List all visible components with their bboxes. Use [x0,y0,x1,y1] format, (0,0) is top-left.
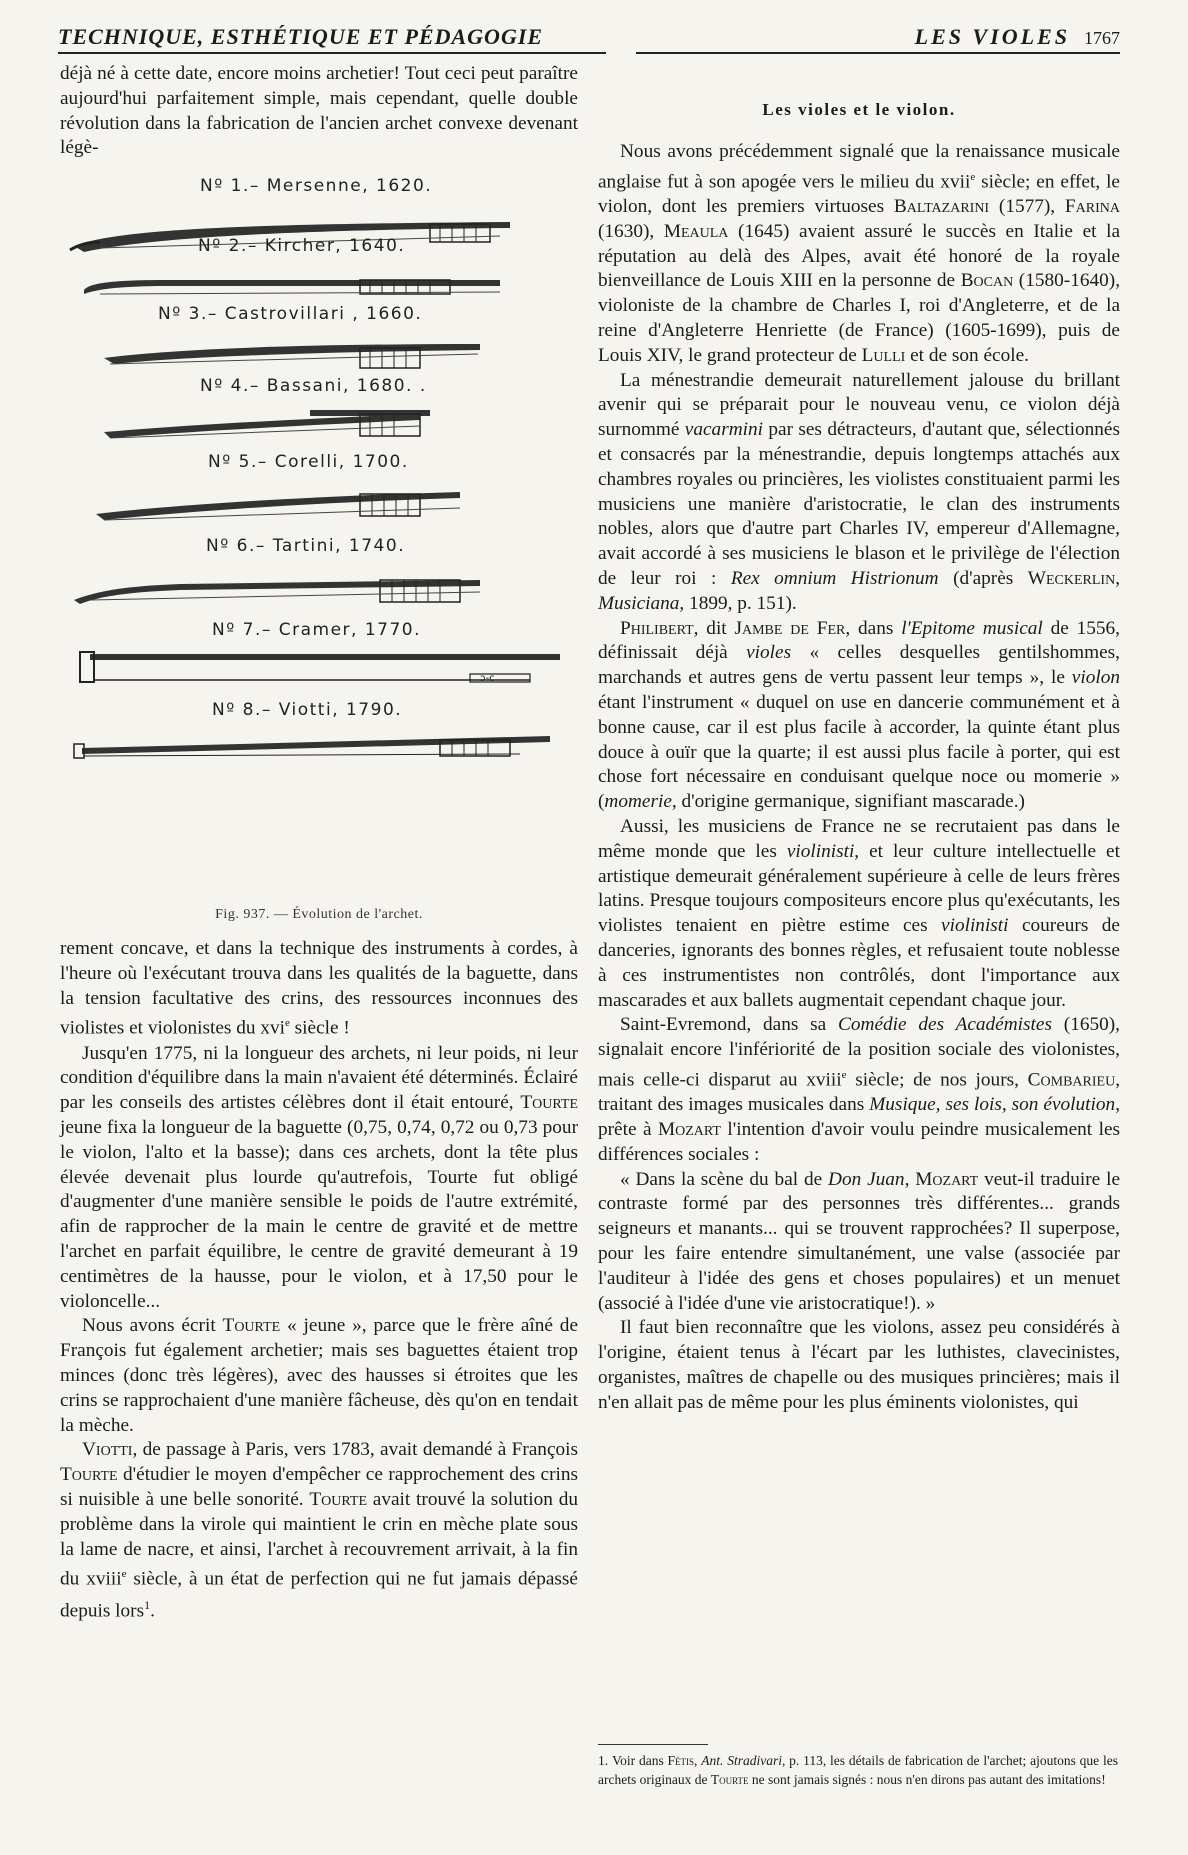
r1-a: Nous avons précédemment signalé que la renaissance musicale anglaise fut à son apogée vers le milieu du xvii [598,141,1120,193]
name-jambe-de-fer: Jambe de Fer [734,617,846,639]
left-p2-end: siècle ! [289,1017,350,1039]
left-column [60,62,578,161]
left-p2-sup: e [284,1017,290,1030]
r1-e: (1645) avaient assuré le succès en Italie et la réputation au delà des Alpes, avait été honoré de la royale bienveillance de Louis XIII en la personne de [598,220,1121,292]
header-right-title [915,24,1120,50]
left-p5-sup: e [121,1568,127,1581]
left-paragraph-2 [60,937,578,1042]
r5-sup: e [841,1068,847,1081]
left-p5-c: avait trouvé la solution du problème dans la virole qui maintient le crin en mèche plate sous la lame de nacre, et ainsi, l'archet à recouvrement arrivait, à la fin du xviii [60,1488,578,1590]
r5-f: l'intention d'avoir voulu peindre musicalement les différences sociales : [598,1118,1120,1165]
fn-d: ne sont jamais signés : nous n'en dirons pas autant des imitations! [748,1771,1106,1787]
r1-c: (1577), [989,196,1065,218]
left-column-continued [60,937,578,1624]
r3-epitome: l'Epitome musical [901,617,1043,639]
section-title: Les violes et le violon. [762,100,956,119]
right-paragraph-1 [598,140,1120,369]
name-viotti: Viotti [82,1439,133,1461]
r1-f: (1580-1640), violoniste de la chambre de Charles I, roi d'Angleterre, et de la reine d'Angleterre Henriette (de France) (1605-1699), puis de Louis XIV, le grand protecteur de [598,270,1121,366]
r4-c: coureurs de danceries, ignorants des bonnes règles, et refusaient toute noblesse à ces instrumentistes non contrôlés, dont l'importance aux mascarades et aux ballets augmentait cependant chaque jour. [598,915,1120,1011]
bow-illustration-5 [60,484,578,524]
fn-stradivari: Ant. Stradivari [701,1753,782,1768]
r2-b: par ses détracteurs, d'autant que, sélectionnés et consacrés par la ménestrandie, depuis longtemps attachés aux chambres royales ou princières, les violistes constituaient parmi les musiciens une manière d'aristocratie, le clan des instruments nobles, alors que d'autre part Charles IV, empereur d'Allemagne, avait accordé à ses musiciens le blason et le privilège de l'élection de leur roi : [598,419,1120,589]
r1-b: siècle; en effet, le violon, dont les premiers virtuoses [598,171,1120,218]
r3-f: , d'origine germanique, signifiant mascarade.) [671,791,1025,813]
name-tourte-2: Tourte [222,1315,281,1337]
right-paragraph-6 [598,1168,1120,1317]
left-paragraph-4 [60,1314,578,1438]
name-tourte-fn: Tourte [710,1771,749,1787]
right-paragraph-3 [598,617,1120,815]
fn-a: Voir dans [612,1753,668,1768]
header-left-title: TECHNIQUE, ESTHÉTIQUE ET PÉDAGOGIE [58,24,544,49]
r2-c: (d'après [938,567,1028,589]
page-number: 1767 [1084,28,1120,48]
r5-musique-lois: Musique, ses lois, son évolution [869,1094,1116,1116]
left-p3-b: jeune fixa la longueur de la baguette (0,75, 0,74, 0,72 ou 0,73 pour le violon, l'alto et la basse); dans ces archets, dont la tête plus élevée devenait plus lourde qu'autrefois, Tourte fut obligé d'augmenter d'une manière sensible le poids de l'autre extrémité, afin de rapprocher de la main le centre de gravité et de mettre l'archet en parfait équilibre, le centre de gravité demeurant à 19 centimètres de la hausse, pour le violon, et à 17,50 pour le violoncelle... [60,1117,578,1312]
r6-a: « Dans la scène du bal de [620,1168,829,1190]
left-paragraph-1: déjà né à cette date, encore moins archetier! Tout ceci peut paraître aujourd'hui parfaitement simple, mais cependant, quelle double révolution dans la fabrication de l'ancien archet convexe devenant légè- [60,63,578,159]
r5-comedie: Comédie des Académistes [838,1014,1052,1036]
fn-c: , p. 113, les détails de fabrication de l'archet; ajoutons que les archets originaux de [598,1753,1118,1787]
r2-a: La ménestrandie demeurait naturellement jalouse du brillant avenir qui se préparait pour le nouveau venu, ce violon déjà surnommé [598,369,1120,441]
footnote-rule [598,1744,708,1745]
figure-caption: Fig. 937. — Évolution de l'archet. [215,907,423,922]
r1-sup: e [970,170,976,183]
name-tourte-4: Tourte [309,1488,368,1510]
r6-don-juan: Don Juan [828,1168,905,1190]
name-fetis: Fétis [667,1753,695,1768]
right-column [598,140,1120,1415]
r3-b: , dans [845,617,902,639]
figure-label-5: Nº 5.– Corelli, 1700. [208,452,409,472]
name-tourte-1: Tourte [520,1092,578,1114]
r3-violon: violon [1071,667,1120,689]
name-tourte-3: Tourte [60,1464,118,1486]
r6-b: , [904,1168,916,1190]
left-paragraph-5 [60,1438,578,1623]
left-p5-d: siècle, à un état de perfection qui ne fut jamais dépassé depuis lors [60,1568,578,1621]
bow-illustration-8 [60,726,578,766]
r1-g: et de son école. [905,344,1029,366]
name-lulli: Lulli [861,344,906,366]
name-mozart-1: Mozart [658,1118,721,1140]
r4-violinisti-2: violinisti [941,915,1009,937]
footnote-number: 1. [598,1753,609,1768]
left-p5-b: d'étudier le moyen d'empêcher ce rapprochement des crins si nuisible à une belle sonorité. [60,1464,578,1510]
r4-violinisti-1: violinisti [786,840,855,862]
r5-b: (1650), signalait encore l'infériorité de la position sociale des violonistes, mais celle-ci disparut au xviii [598,1014,1120,1091]
left-p4-b: « jeune », parce que le frère aîné de François fut également archetier; mais ses baguettes étaient trop minces (donc très légères), avec des hausses si étroites que les crins se rapprochaient d'une manière fâcheuse, dès qu'on en tendait la mèche. [60,1315,578,1436]
r3-c: de 1556, définissait déjà [598,617,1120,664]
r4-b: , et leur culture intellectuelle et artistique demeurait généralement supérieure à celle de leurs frères latins. Presque toujours compositeurs encore plus qu'exécutants, les violistes tenaient en piètre estime ces [598,840,1120,937]
r5-a: Saint-Evremond, dans sa [620,1014,839,1036]
figure-label-1: Nº 1.– Mersenne, 1620. [200,176,433,196]
bow-illustration-7 [60,648,578,688]
left-p2-text: rement concave, et dans la technique des instruments à cordes, à l'heure où l'exécutant trouva dans les qualités de la baguette, dans la tension facultative des crins, des ressources inconnues des violistes et violonistes du xvi [60,938,578,1039]
name-farina: Farina [1064,196,1120,218]
r3-a: , dit [693,617,735,639]
figure-label-7: Nº 7.– Cramer, 1770. [212,620,422,640]
r2-d: , [1115,567,1121,589]
r2-e: , 1899, p. 151). [679,592,797,614]
name-philibert: Philibert [620,617,694,639]
r5-e: , prête à [598,1094,1121,1140]
running-header [58,22,1120,54]
r2-vacarmini: vacarmini [684,419,763,441]
header-rule-gap [606,42,636,56]
footnote [598,1752,1118,1789]
r3-momerie: momerie [604,791,672,813]
footnote-ref: 1 [144,1597,151,1612]
r6-c: veut-il traduire le contraste formé par des personnes très différentes... grands seigneurs et manants... qui se trouvent rapprochées? Il superpose, pour les faire entendre simultanément, une valse (associée par l'auditeur à l'idée des gens et choses populaires) et un menuet (associé à l'idée d'une vie aristocratique!). » [598,1168,1120,1314]
left-paragraph-3 [60,1042,578,1315]
r3-violes: violes [746,642,792,664]
figure-label-3: Nº 3.– Castrovillari , 1660. [158,304,423,324]
left-p4-a: Nous avons écrit [82,1315,223,1337]
bow-illustration-4 [60,404,578,444]
name-combarieu: Combarieu [1027,1069,1116,1091]
fn-b: , [694,1753,702,1768]
r3-d: « celles desquelles gentilshommes, marchands et autres gens de vertu passent leur temps », le [598,642,1120,689]
name-mozart-2: Mozart [915,1168,979,1190]
right-paragraph-5 [598,1013,1120,1167]
name-weckerlin: Weckerlin [1027,567,1116,589]
r2-musiciana: Musiciana [598,592,680,614]
r1-d: (1630), [598,220,664,242]
r4-a: Aussi, les musiciens de France ne se recrutaient pas dans le même monde que les [598,815,1120,862]
left-p3-a: Jusqu'en 1775, ni la longueur des archets, ni leur poids, ni leur condition d'équilibre dans la main n'avaient été déterminés. Éclairé par les conseils des artistes célèbres dont il était entouré, [60,1042,578,1114]
r2-rex-omnium: Rex omnium Histrionum [730,567,939,589]
bow-illustration-6 [60,566,578,606]
right-paragraph-7: Il faut bien reconnaître que les violons, assez peu considérés à l'origine, étaient tenus à l'écart par les luthistes, clavecinistes, organistes, maîtres de chapelle ou des musiques princières; mais il n'en allait pas de même pour les plus éminents violonistes, qui [598,1317,1120,1413]
figure-label-2: Nº 2.– Kircher, 1640. [198,236,406,256]
right-paragraph-2 [598,369,1120,617]
figure-label-6: Nº 6.– Tartini, 1740. [206,536,406,556]
left-p5-a: , de passage à Paris, vers 1783, avait demandé à François [132,1439,578,1461]
bow-evolution-figure [60,170,578,922]
r5-d: , traitant des images musicales dans [598,1069,1121,1116]
r3-e: étant l'instrument « duquel on use en dancerie communément et à bonne cause, car il est plus facile à accorder, la quinte étant plus douce à ouïr que la quarte; il est aussi plus facile à porter, qui est chose fort nécessaire en conduisant quelque noce ou momerie » ( [598,691,1120,813]
header-section: LES VIOLES [914,24,1070,49]
r5-c: siècle; de nos jours, [846,1069,1028,1091]
left-p5-e: . [150,1599,155,1621]
right-paragraph-4 [598,815,1120,1013]
figure-label-8: Nº 8.– Viotti, 1790. [212,700,403,720]
name-bocan: Bocan [960,270,1014,292]
name-meaula: Meaula [663,220,729,242]
bow-illustration-3 [60,334,578,374]
svg-text:ɔ-c: ɔ-c [480,673,495,684]
figure-label-4: Nº 4.– Bassani, 1680. . [200,376,427,396]
bow-illustration-2 [60,262,578,302]
name-baltazarini: Baltazarini [893,196,990,218]
